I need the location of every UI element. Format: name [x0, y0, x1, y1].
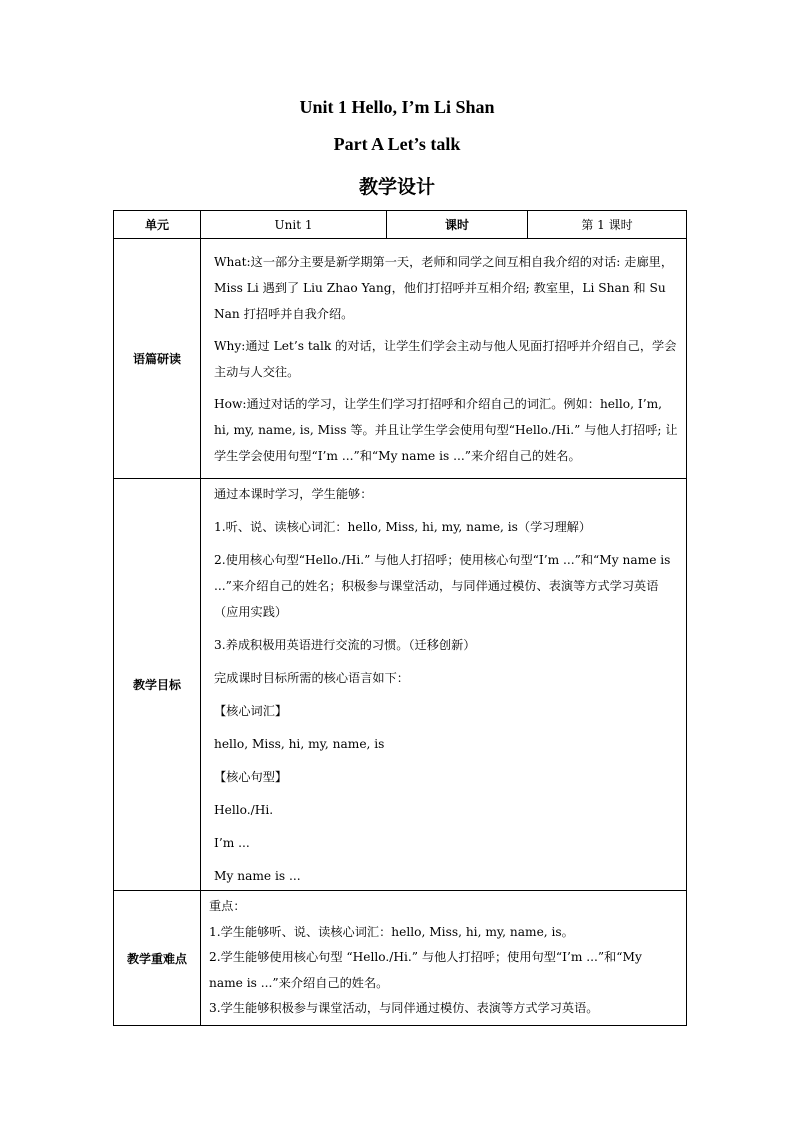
text-study-what: What:这一部分主要是新学期第一天，老师和同学之间互相自我介绍的对话: 走廊里，Miss Li 遇到了 Liu Zhao Yang，他们打招呼并互相介绍; 教室里，Li Shan 和 Su Nan 打招呼并自我介绍。 [214, 254, 674, 321]
key-points-heading: 重点： [209, 899, 246, 914]
sentence-3: My name is ... [214, 868, 301, 883]
document-subtitle: Part A Let’s talk [333, 134, 461, 154]
vocab-list: hello, Miss, hi, my, name, is [214, 736, 385, 751]
objectives-label: 教学目标 [114, 479, 201, 891]
text-study-row [114, 239, 687, 479]
header-row [114, 211, 687, 239]
key-point-2: 2.学生能够使用核心句型 “Hello./Hi.” 与他人打招呼；使用句型“I’m ...”和“My name is ...”来介绍自己的姓名。 [209, 950, 642, 990]
period-value: 第 1 课时 [528, 211, 687, 239]
objective-item-2: 2.使用核心句型“Hello./Hi.” 与他人打招呼；使用核心句型“I’m ...”和“My name is ...”来介绍自己的姓名；积极参与课堂活动，与同伴通过模仿、表演等方式学习英语（应用实践） [214, 552, 671, 619]
unit-value: Unit 1 [201, 211, 387, 239]
text-study-label: 语篇研读 [114, 239, 201, 479]
key-point-3: 3.学生能够积极参与课堂活动，与同伴通过模仿、表演等方式学习英语。 [209, 1001, 599, 1016]
text-study-content [201, 239, 687, 479]
text-study-why: Why:通过 Let’s talk 的对话，让学生们学会主动与他人见面打招呼并介绍自己，学会主动与人交往。 [214, 338, 677, 379]
objectives-row [114, 479, 687, 891]
sentence-2: I’m ... [214, 835, 250, 850]
lesson-plan-table [113, 210, 687, 1026]
document-heading: 教学设计 [358, 176, 435, 198]
objective-item-3: 3.养成积极用英语进行交流的习惯。（迁移创新） [214, 637, 476, 652]
objective-item-1: 1.听、说、读核心词汇：hello, Miss, hi, my, name, is（学习理解） [214, 519, 592, 534]
vocab-heading: 【核心词汇】 [214, 703, 288, 718]
key-points-content [201, 891, 687, 1026]
sentence-1: Hello./Hi. [214, 802, 274, 817]
unit-label: 单元 [114, 211, 201, 239]
document-title: Unit 1 Hello, I’m Li Shan [299, 97, 495, 117]
text-study-how: How:通过对话的学习，让学生们学习打招呼和介绍自己的词汇。例如：hello, I’m, hi, my, name, is, Miss 等。并且让学生学会使用句型“Hello./Hi.” 与他人打招呼; 让学生学会使用句型“I’m ...”和“My name is ...”来介绍自己的姓名。 [214, 396, 678, 463]
core-language-intro: 完成课时目标所需的核心语言如下： [214, 670, 409, 685]
period-label: 课时 [387, 211, 528, 239]
key-points-row [114, 891, 687, 1026]
sentence-heading: 【核心句型】 [214, 769, 288, 784]
objectives-content [201, 479, 687, 891]
key-points-label: 教学重难点 [114, 891, 201, 1026]
key-point-1: 1.学生能够听、说、读核心词汇：hello, Miss, hi, my, name, is。 [209, 924, 574, 939]
objectives-intro: 通过本课时学习，学生能够： [214, 486, 373, 501]
